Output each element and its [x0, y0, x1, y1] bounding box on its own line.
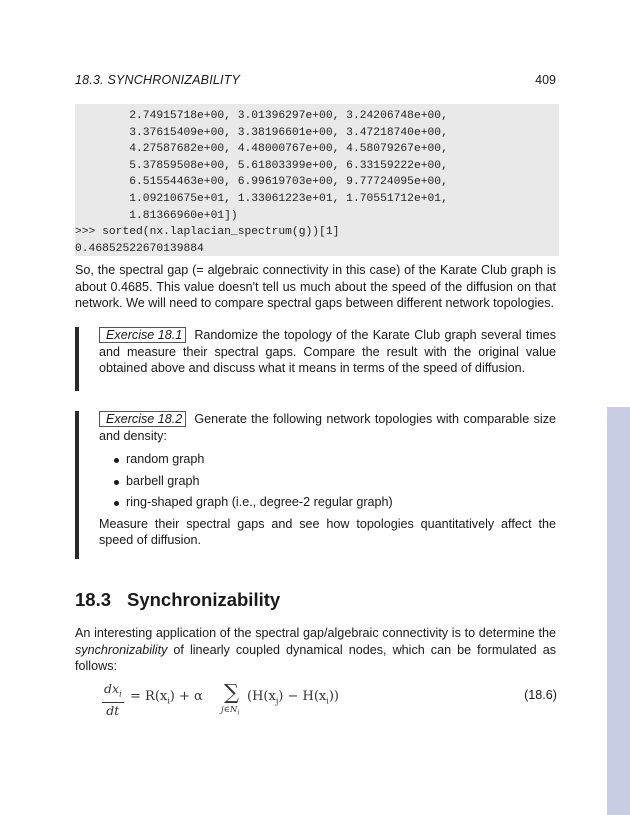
paragraph-text: An interesting application of the spectral gap/algebraic connectivity is to determine the — [75, 626, 556, 640]
list-item: random graph — [114, 451, 556, 468]
fraction-numerator: $dx_i$ — [102, 681, 124, 703]
exercise-label: Exercise 18.2 — [99, 411, 186, 427]
section-number: 18.3 — [75, 589, 112, 610]
paragraph-text: of linearly coupled dynamical nodes, which can be formulated as follows: — [75, 642, 556, 673]
code-line: >>> sorted(nx.laplacian_spectrum(g))[1] — [75, 226, 340, 239]
fraction-denominator: dt — [106, 702, 120, 718]
summation-index: $j\in N_i$ — [221, 705, 240, 717]
equation-number: (18.6) — [524, 688, 557, 702]
exercise-body: Generate the following network topologies with comparable size and density: — [99, 412, 556, 443]
summation-symbol: ∑ — [224, 680, 239, 704]
section-title: Synchronizability — [127, 589, 281, 610]
chapter-side-tab — [607, 407, 630, 815]
exercise-18-1-text — [99, 327, 556, 377]
exercise-18-2-intro — [99, 411, 556, 444]
derivative-fraction — [102, 681, 124, 718]
code-line: 1.09210675e+01, 1.33061223e+01, 1.70551712e+01, — [75, 192, 448, 205]
topology-list — [99, 451, 556, 511]
page-number: 409 — [535, 73, 556, 87]
code-line: 0.46852522670139884 — [75, 242, 204, 255]
running-title: 18.3. SYNCHRONIZABILITY — [75, 73, 241, 87]
exercise-box-18-2 — [75, 411, 556, 559]
list-item: barbell graph — [114, 473, 556, 490]
exercise-box-18-1 — [75, 327, 556, 391]
code-line: 5.37859508e+00, 5.61803399e+00, 6.33159222e+00, — [75, 159, 448, 172]
equation-18-6 — [102, 681, 557, 721]
section-heading — [75, 589, 280, 611]
code-line: 1.81366960e+01]) — [75, 209, 238, 222]
body-paragraph-synchronizability — [75, 625, 556, 675]
emphasis-term: synchronizability — [75, 642, 168, 657]
list-item: ring-shaped graph (i.e., degree-2 regular graph) — [114, 494, 556, 511]
exercise-18-2-outro: Measure their spectral gaps and see how topologies quantitatively affect the speed of diffusion. — [99, 516, 556, 547]
coupling-term: $(H(x_j) - H(x_i))$ — [247, 689, 339, 706]
code-line: 2.74915718e+00, 3.01396297e+00, 3.24206748e+00, — [75, 110, 448, 122]
code-line: 4.27587682e+00, 4.48000767e+00, 4.58079267e+00, — [75, 143, 448, 156]
code-block — [75, 104, 559, 256]
page-header — [75, 73, 556, 87]
code-line: 6.51554463e+00, 6.99619703e+00, 9.77724095e+00, — [75, 176, 448, 189]
code-line: 3.37615409e+00, 3.38196601e+00, 3.47218740e+00, — [75, 126, 448, 139]
exercise-body: Randomize the topology of the Karate Club graph several times and measure their spectral gaps. Compare the result with the original value obtained above and discuss what it means in terms of the speed of diffusion. — [99, 328, 556, 375]
body-paragraph-spectral-gap: So, the spectral gap (= algebraic connectivity in this case) of the Karate Club graph is about 0.4685. This value doesn't tell us much about the speed of the diffusion on that network. We will need to compare spectral gaps between different network topologies. — [75, 263, 556, 310]
equation-lhs-rhs: = $R(x_i) + \alpha$ — [130, 689, 203, 706]
exercise-label: Exercise 18.1 — [99, 327, 186, 343]
